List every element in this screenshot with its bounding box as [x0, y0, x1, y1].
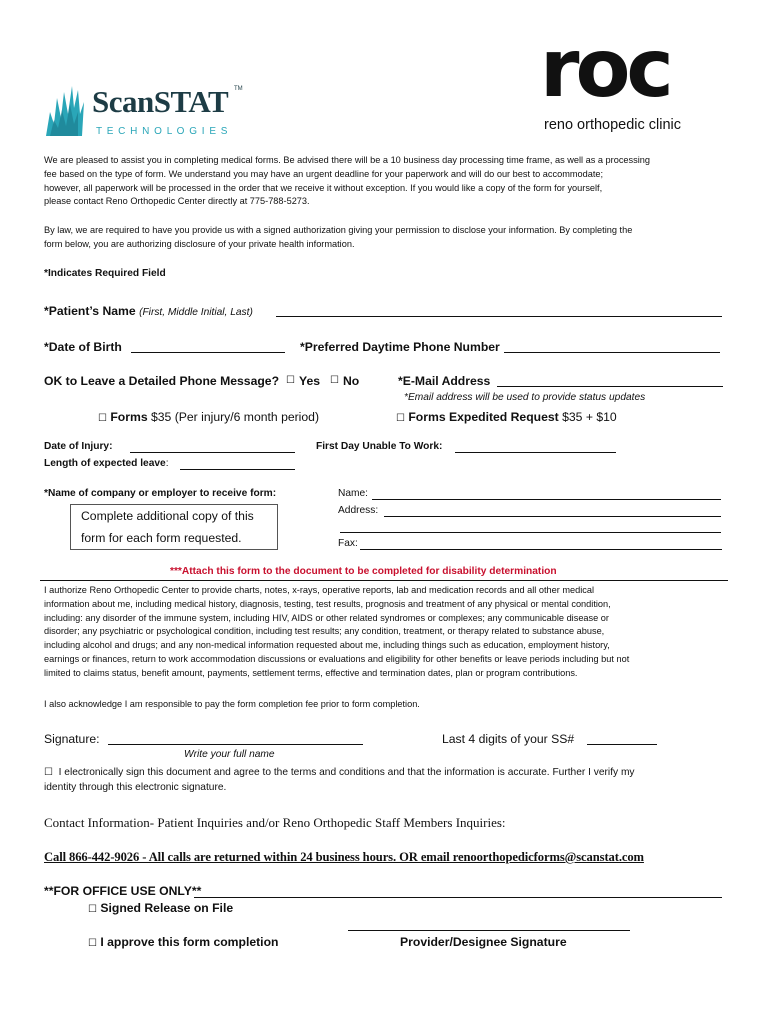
first-day-field[interactable] — [455, 441, 616, 453]
checkbox-icon[interactable]: ☐ — [44, 767, 53, 778]
forms-option — [98, 410, 319, 424]
email-label: *E-Mail Address — [398, 374, 491, 388]
patient-name-label: *Patient’s Name — [44, 304, 136, 318]
office-use-line — [194, 884, 722, 898]
signed-release-option: ☐ Signed Release on File — [88, 901, 234, 915]
employer-name-field[interactable] — [372, 488, 721, 500]
checkbox-icon[interactable]: ☐ — [286, 375, 295, 386]
office-use-label: **FOR OFFICE USE ONLY** — [44, 884, 202, 898]
leave-message-label: OK to Leave a Detailed Phone Message? — [44, 374, 280, 388]
provider-signature-line[interactable] — [348, 918, 630, 931]
ss-field[interactable] — [587, 732, 657, 745]
leave-length-label: Length of expected leave — [44, 458, 166, 469]
patient-name-field[interactable] — [276, 304, 722, 317]
provider-signature-label: Provider/Designee Signature — [400, 935, 567, 949]
scanstat-trademark: TM — [234, 86, 243, 92]
phone-field[interactable] — [504, 340, 720, 353]
checkbox-icon[interactable]: ☐ — [98, 413, 107, 424]
date-of-injury-label: Date of Injury: — [44, 441, 113, 452]
no-label: No — [343, 374, 360, 388]
roc-mark: roc — [540, 22, 670, 115]
contact-call-line: Call 866-442-9026 - All calls are returned within 24 business hours. OR email renoorthopedicforms@scanstat.com — [44, 850, 644, 864]
section-divider — [40, 580, 728, 581]
expedited-option — [396, 410, 617, 424]
leave-length-row: Length of expected leave: — [44, 458, 169, 469]
employer-label: *Name of company or employer to receive form: — [44, 488, 277, 499]
scanstat-wordmark: ScanSTAT — [92, 84, 229, 119]
email-field[interactable] — [497, 374, 723, 387]
checkbox-icon[interactable]: ☐ — [396, 413, 405, 424]
leave-length-field[interactable] — [180, 458, 295, 470]
ss-label: Last 4 digits of your SS# — [442, 732, 575, 746]
dob-field[interactable] — [131, 340, 285, 353]
checkbox-icon[interactable]: ☐ — [330, 375, 339, 386]
signature-label: Signature: — [44, 732, 100, 746]
authorization-text: I authorize Reno Orthopedic Center to provide charts, notes, x-rays, operative reports, lab and medication records and all other medical information about me, including medical history, diagnosis, testing, test results, prognosis and treatment of any physical or mental condition, including: any disorder of the immune system, including HIV, AIDS or other related syndromes or complexes; any communicable disease or disorder; any psychiatric or psychological condition, including test results; any condition, treatment, or therapy related to substance abuse, including alcohol and drugs; and any non-medical information requested about me, including things such as education, employment history, earnings or finances, return to work accommodation discussions or evaluations and eligibility for other benefits or leave periods including but not limited to claims status, benefit amount, payments, settlement terms, effective and termination dates, plan or program contributions. — [44, 585, 630, 678]
scanstat-logo — [44, 84, 244, 142]
forms-price: $35 (Per injury/6 month period) — [151, 410, 320, 424]
forms-label: Forms — [110, 410, 148, 424]
patient-name-hint: (First, Middle Initial, Last) — [139, 307, 253, 318]
yes-label: Yes — [299, 374, 321, 388]
checkbox-icon[interactable]: ☐ — [88, 904, 97, 915]
email-note: *Email address will be used to provide status updates — [404, 392, 646, 403]
employer-address-label: Address: — [338, 505, 379, 516]
scanstat-wave-icon — [44, 84, 86, 140]
first-day-label: First Day Unable To Work: — [316, 441, 443, 452]
intro-paragraph-2: By law, we are required to have you provide us with a signed authorization giving your permission to disclose your information. By completing the form below, you are authorizing disclosure of your private health information. — [44, 225, 633, 249]
approve-option: ☐ I approve this form completion — [88, 935, 279, 949]
phone-label: *Preferred Daytime Phone Number — [300, 340, 500, 354]
signature-field[interactable] — [108, 732, 363, 745]
expedited-label: Forms Expedited Request — [408, 410, 559, 424]
date-of-injury-field[interactable] — [130, 441, 295, 453]
signature-hint: Write your full name — [184, 749, 275, 760]
copy-note-box: Complete additional copy of this form for each form requested. — [70, 504, 278, 550]
required-note: *Indicates Required Field — [44, 268, 166, 279]
employer-address-field-2[interactable] — [340, 521, 721, 533]
acknowledgement-text: I also acknowledge I am responsible to pay the form completion fee prior to form completion. — [44, 699, 420, 709]
checkbox-icon[interactable]: ☐ — [88, 938, 97, 949]
intro-paragraph-1: We are pleased to assist you in completing medical forms. Be advised there will be a 10 business day processing time frame, as well as a processing fee based on the type of form. We understand you may have an urgent deadline for your paperwork and will do our best to accommodate; however, all paperwork will be processed in the order that we receive it without exception. If you would like a copy of the form for yourself, please contact Reno Orthopedic Center directly at 775-788-5273. — [44, 155, 650, 207]
employer-address-field[interactable] — [384, 505, 721, 517]
dob-label: *Date of Birth — [44, 340, 122, 354]
patient-name-row — [44, 304, 253, 318]
employer-name-label: Name: — [338, 488, 369, 499]
roc-logo — [540, 22, 730, 139]
attach-note: ***Attach this form to the document to be completed for disability determination — [170, 566, 557, 577]
employer-fax-field[interactable] — [360, 538, 722, 550]
roc-clinic-name: reno orthopedic clinic — [544, 117, 682, 133]
esign-statement: ☐ I electronically sign this document and agree to the terms and conditions and that the information is accurate. Further I verify my identity through this electronic signature. — [44, 767, 635, 793]
expedited-price: $35 + $10 — [562, 410, 617, 424]
contact-heading: Contact Information- Patient Inquiries and/or Reno Orthopedic Staff Members Inquiries: — [44, 815, 506, 830]
employer-fax-label: Fax: — [338, 538, 358, 549]
scanstat-subtitle: T E C H N O L O G I E S — [96, 126, 229, 137]
